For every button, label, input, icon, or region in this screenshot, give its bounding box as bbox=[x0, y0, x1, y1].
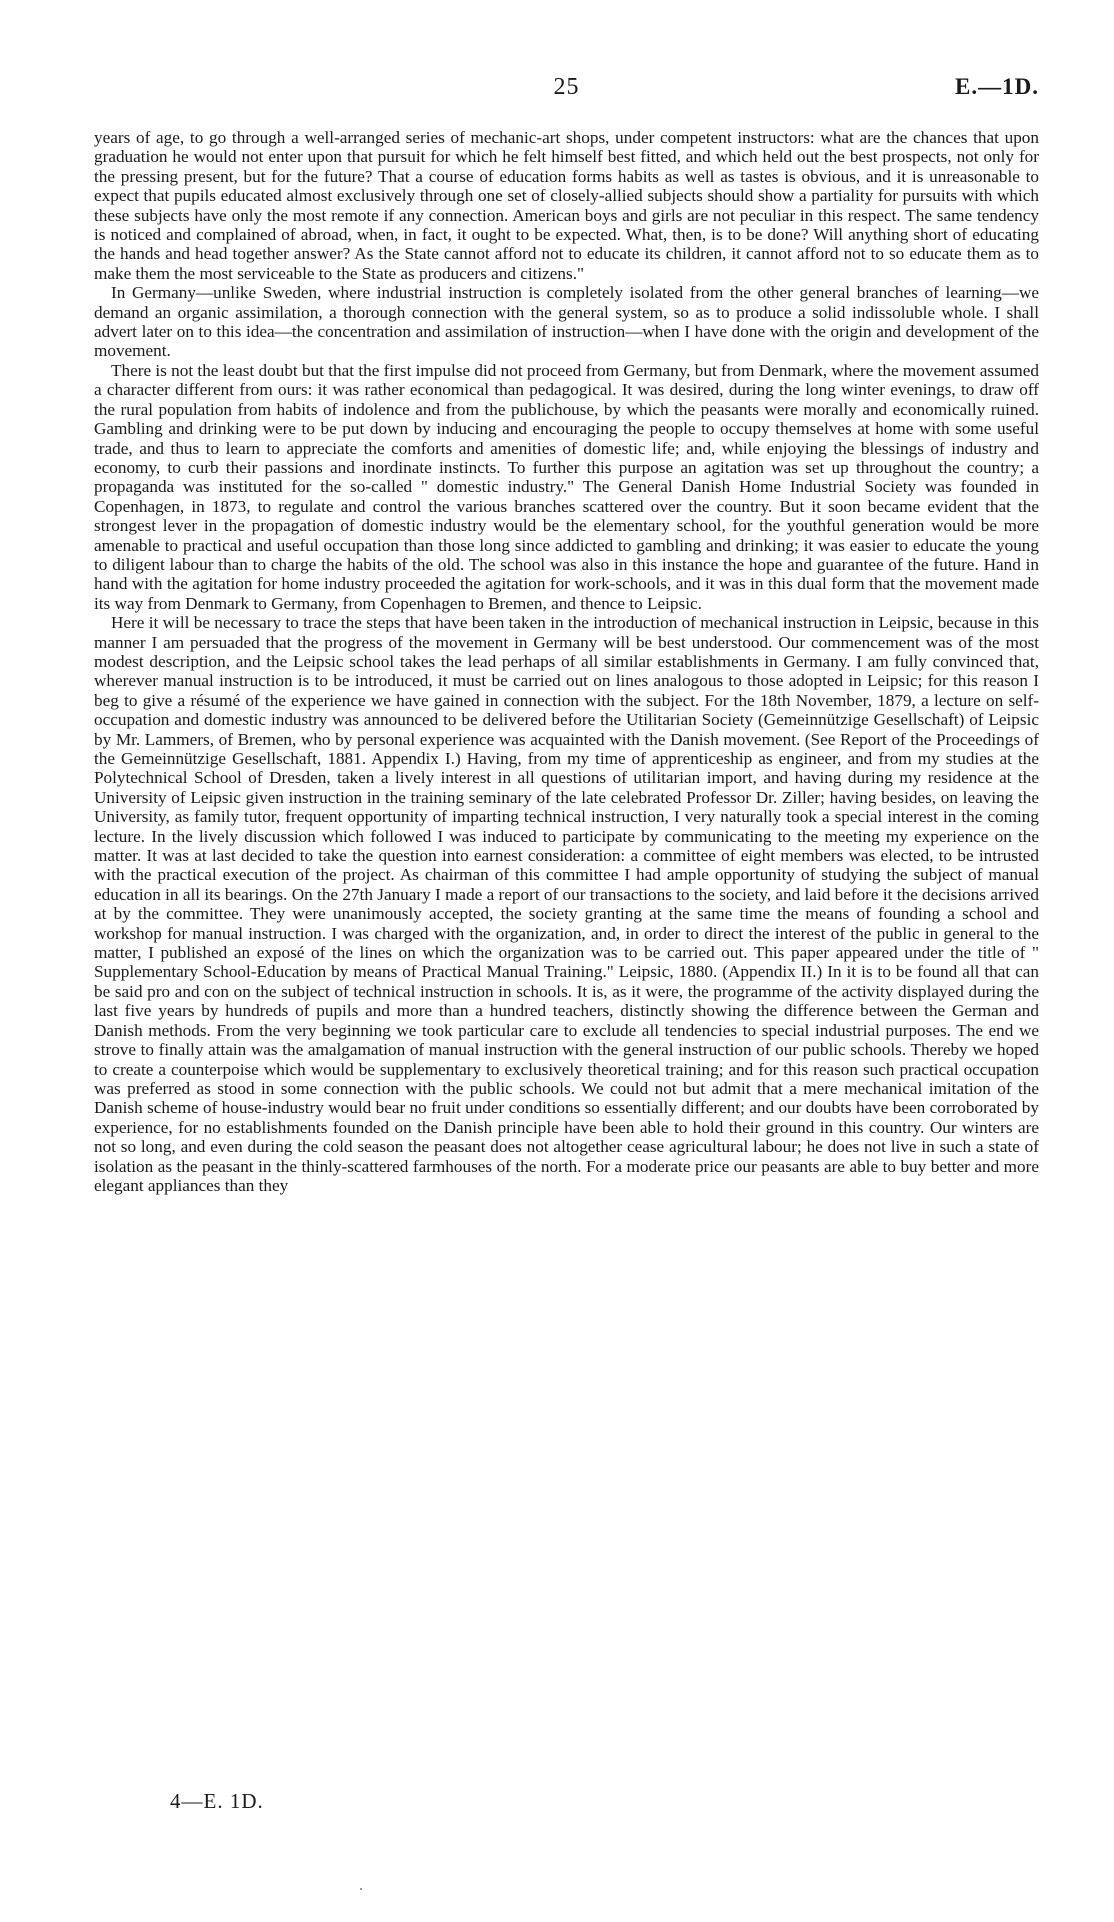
page-number: 25 bbox=[553, 74, 580, 100]
stray-dot bbox=[360, 1888, 362, 1890]
printer-signature-mark: 4—E. 1D. bbox=[170, 1789, 264, 1813]
paragraph-continuation: years of age, to go through a well-arranged series of mechanic-art shops, under competent instructors: what are the chances that upon graduation he would not enter upon that pursuit for which he felt himself best fitted, and which held out the best prospects, not only for the pressing present, but for the future? That a course of education forms habits as well as tastes is obvious, and it is unreasonable to expect that pupils educated almost exclusively through one set of closely-allied subjects should show a partiality for pursuits with which these subjects have only the most remote if any connection. American boys and girls are not peculiar in this respect. The same tendency is noticed and complained of abroad, when, in fact, it ought to be expected. What, then, is to be done? Will anything short of educating the hands and head together answer? As the State cannot afford not to educate its children, it cannot afford not to so educate them as to make them the most serviceable to the State as producers and citizens." bbox=[94, 128, 1039, 283]
body-text bbox=[94, 128, 1039, 1195]
paragraph-germany: In Germany—unlike Sweden, where industrial instruction is completely isolated from the other general branches of learning—we demand an organic assimilation, a thorough connection with the general system, so as to produce a solid indissoluble whole. I shall advert later on to this idea—the concentration and assimilation of instruction—when I have done with the origin and development of the movement. bbox=[94, 283, 1039, 361]
paragraph-denmark: There is not the least doubt but that the first impulse did not proceed from Germany, but from Denmark, where the movement assumed a character different from ours: it was rather economical than pedagogical. It was desired, during the long winter evenings, to draw off the rural population from habits of indolence and from the publichouse, by which the peasants were morally and economically ruined. Gambling and drinking were to be put down by inducing and encouraging the people to occupy themselves at home with some useful trade, and thus to learn to appreciate the comforts and amenities of domestic life; and, while enjoying the blessings of industry and economy, to curb their passions and inordinate instincts. To further this purpose an agitation was set up throughout the country; a propaganda was instituted for the so-called " domestic industry." The General Danish Home Industrial Society was founded in Copenhagen, in 1873, to regulate and control the various branches scattered over the country. But it soon became evident that the strongest lever in the propagation of domestic industry would be the elementary school, for the youthful generation would be more amenable to practical and useful occupation than those long since addicted to gambling and drinking; it was easier to educate the young to diligent labour than to charge the habits of the old. The school was also in this instance the hope and guarantee of the future. Hand in hand with the agitation for home industry proceeded the agitation for work-schools, and it was in this dual form that the movement made its way from Denmark to Germany, from Copenhagen to Bremen, and thence to Leipsic. bbox=[94, 360, 1039, 613]
page-header bbox=[94, 74, 1039, 114]
paragraph-leipsic: Here it will be necessary to trace the steps that have been taken in the introduction of mechanical instruction in Leipsic, because in this manner I am persuaded that the progress of the movement in Germany will be best understood. Our commencement was of the most modest description, and the Leipsic school takes the lead perhaps of all similar establishments in Germany. I am fully convinced that, wherever manual instruction is to be introduced, it must be carried out on lines analogous to those adopted in Leipsic; for this reason I beg to give a résumé of the experience we have gained in connection with the subject. For the 18th November, 1879, a lecture on self-occupation and domestic industry was announced to be delivered before the Utilitarian Society (Gemeinnützige Gesellschaft) of Leipsic by Mr. Lammers, of Bremen, who by personal experience was acquainted with the Danish movement. (See Report of the Proceedings of the Gemeinnützige Gesellschaft, 1881. Appendix I.) Having, from my time of apprenticeship as engineer, and from my studies at the Polytechnical School of Dresden, taken a lively interest in all questions of utilitarian import, and having during my residence at the University of Leipsic given instruction in the training seminary of the late celebrated Professor Dr. Ziller; having besides, on leaving the University, as family tutor, frequent opportunity of imparting technical instruction, I very naturally took a special interest in the coming lecture. In the lively discussion which followed I was induced to participate by communicating to the meeting my experience on the matter. It was at last decided to take the question into earnest consideration: a committee of eight members was elected, to be intrusted with the practical execution of the project. As chairman of this committee I had ample opportunity of studying the subject of manual education in all its bearings. On the 27th January I made a report of our transactions to the society, and laid before it the decisions arrived at by the committee. They were unanimously accepted, the society granting at the same time the means of founding a school and workshop for manual instruction. I was charged with the organization, and, in order to direct the interest of the public in general to the matter, I published an exposé of the lines on which the organization was to be carried out. This paper appeared under the title of " Supplementary School-Education by means of Practical Manual Training." Leipsic, 1880. (Appendix II.) In it is to be found all that can be said pro and con on the subject of technical instruction in schools. It is, as it were, the programme of the activity displayed during the last five years by hundreds of pupils and more than a hundred teachers, distinctly showing the difference between the German and Danish methods. From the very beginning we took particular care to exclude all tendencies to special industrial purposes. The end we strove to finally attain was the amalgamation of manual instruction with the general instruction of our public schools. Thereby we hoped to create a counterpoise which would be supplementary to exclusively theoretical training; and for this reason such practical occupation was preferred as stood in some connection with the public schools. We could not but admit that a mere mechanical imitation of the Danish scheme of house-industry would bear no fruit under conditions so essentially different; and our doubts have been corroborated by experience, for no establishments founded on the Danish principle have been able to hold their ground in this country. Our winters are not so long, and even during the cold season the peasant does not altogether cease agricultural labour; he does not live in such a state of isolation as the peasant in the thinly-scattered farmhouses of the north. For a moderate price our peasants are able to buy better and more elegant appliances than they bbox=[94, 613, 1039, 1195]
document-reference: E.—1D. bbox=[955, 74, 1039, 99]
